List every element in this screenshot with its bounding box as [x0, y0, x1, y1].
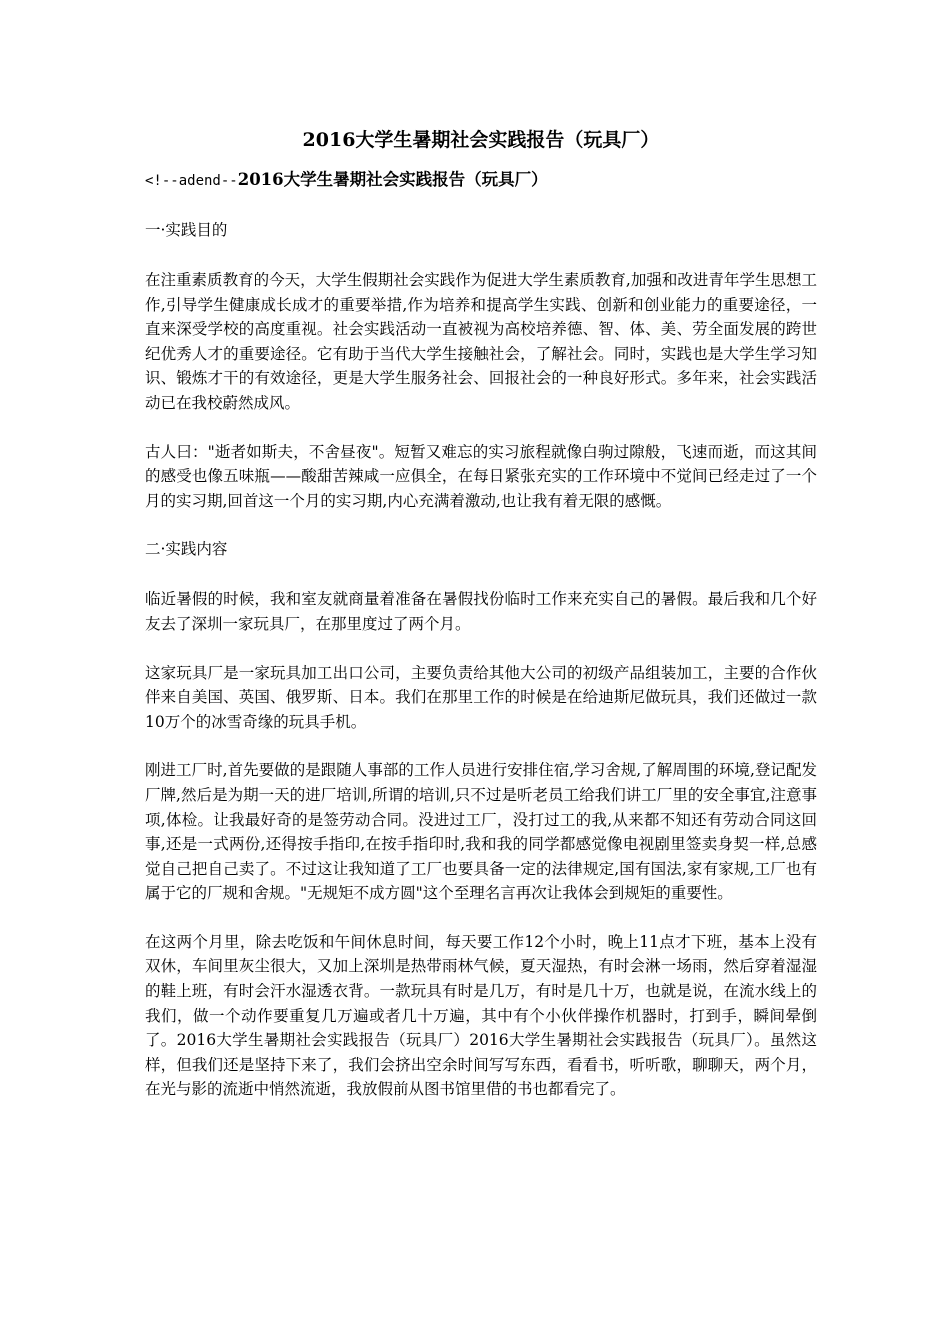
paragraph-two-months: 在这两个月里，除去吃饭和午间休息时间，每天要工作12个小时，晚上11点才下班，基本上没有双休，车间里灰尘很大，又加上深圳是热带雨林气候，夏天湿热，有时会淋一场雨，然后穿着湿湿的鞋上班，有时会汗水湿透衣背。一款玩具有时是几万，有时是几十万，也就是说，在流水线上的我们，做一个动作要重复几万遍或者几十万遍，其中有个小伙伴操作机器时，打到手，瞬间晕倒了。2016大学生暑期社会实践报告（玩具厂）2016大学生暑期社会实践报告（玩具厂）。虽然这样，但我们还是坚持下来了，我们会挤出空余时间写写东西，看看书，听听歌，聊聊天，两个月，在光与影的流逝中悄然流逝，我放假前从图书馆里借的书也都看完了。: [145, 932, 817, 1099]
document-page: [145, 126, 817, 1126]
paragraph-first-days: 刚进工厂时,首先要做的是跟随人事部的工作人员进行安排住宿,学习舍规,了解周围的环境,登记配发厂牌,然后是为期一天的进厂培训,所谓的培训,只不过是听老员工给我们讲工厂里的安全事宜,注意事项,体检。让我最好奇的是签劳动合同。没进过工厂，没打过工的我,从来都不知还有劳动合同这回事,还是一式两份,还得按手指印,在按手指印时,我和我的同学都感觉像电视剧里签卖身契一样,总感觉自己把自己卖了。不过这让我知道了工厂也要具备一定的法律规定,国有国法,家有家规,工厂也有属于它的厂规和舍规。"无规矩不成方圆"这个至理名言再次让我体会到规矩的重要性。: [145, 761, 817, 903]
paragraph-summer-plan: 临近暑假的时候，我和室友就商量着准备在暑假找份临时工作来充实自己的暑假。最后我和几个好友去了深圳一家玩具厂，在那里度过了两个月。: [145, 590, 817, 633]
document-title: 2016大学生暑期社会实践报告（玩具厂）: [302, 129, 660, 151]
section-heading-purpose: 一·实践目的: [145, 221, 228, 239]
paragraph-factory-intro: 这家玩具厂是一家玩具加工出口公司，主要负责给其他大公司的初级产品组装加工，主要的合作伙伴来自美国、英国、俄罗斯、日本。我们在那里工作的时候是在给迪斯尼做玩具，我们还做过一款10万个的冰雪奇缘的玩具手机。: [145, 663, 817, 731]
section-heading-content: 二·实践内容: [145, 540, 228, 559]
paragraph-introduction: 在注重素质教育的今天，大学生假期社会实践作为促进大学生素质教育,加强和改进青年学生思想工作,引导学生健康成长成才的重要举措,作为培养和提高学生实践、创新和创业能力的重要途径，一直来深受学校的高度重视。社会实践活动一直被视为高校培养德、智、体、美、劳全面发展的跨世纪优秀人才的重要途径。它有助于当代大学生接触社会，了解社会。同时，实践也是大学生学习知识、锻炼才干的有效途径，更是大学生服务社会、回报社会的一种良好形式。多年来，社会实践活动已在我校蔚然成风。: [145, 271, 817, 412]
document-subtitle: [145, 168, 817, 193]
html-comment-marker: <!--adend--: [145, 173, 238, 189]
paragraph-ancient-saying: 古人曰："逝者如斯夫，不舍昼夜"。短暂又难忘的实习旅程就像白驹过隙般，飞速而逝，而这其间的感受也像五味瓶——酸甜苦辣咸一应俱全，在每日紧张充实的工作环境中不觉间已经走过了一个月的实习期,回首这一个月的实习期,内心充满着激动,也让我有着无限的感慨。: [145, 442, 817, 510]
subtitle-text: 2016大学生暑期社会实践报告（玩具厂）: [237, 170, 548, 189]
